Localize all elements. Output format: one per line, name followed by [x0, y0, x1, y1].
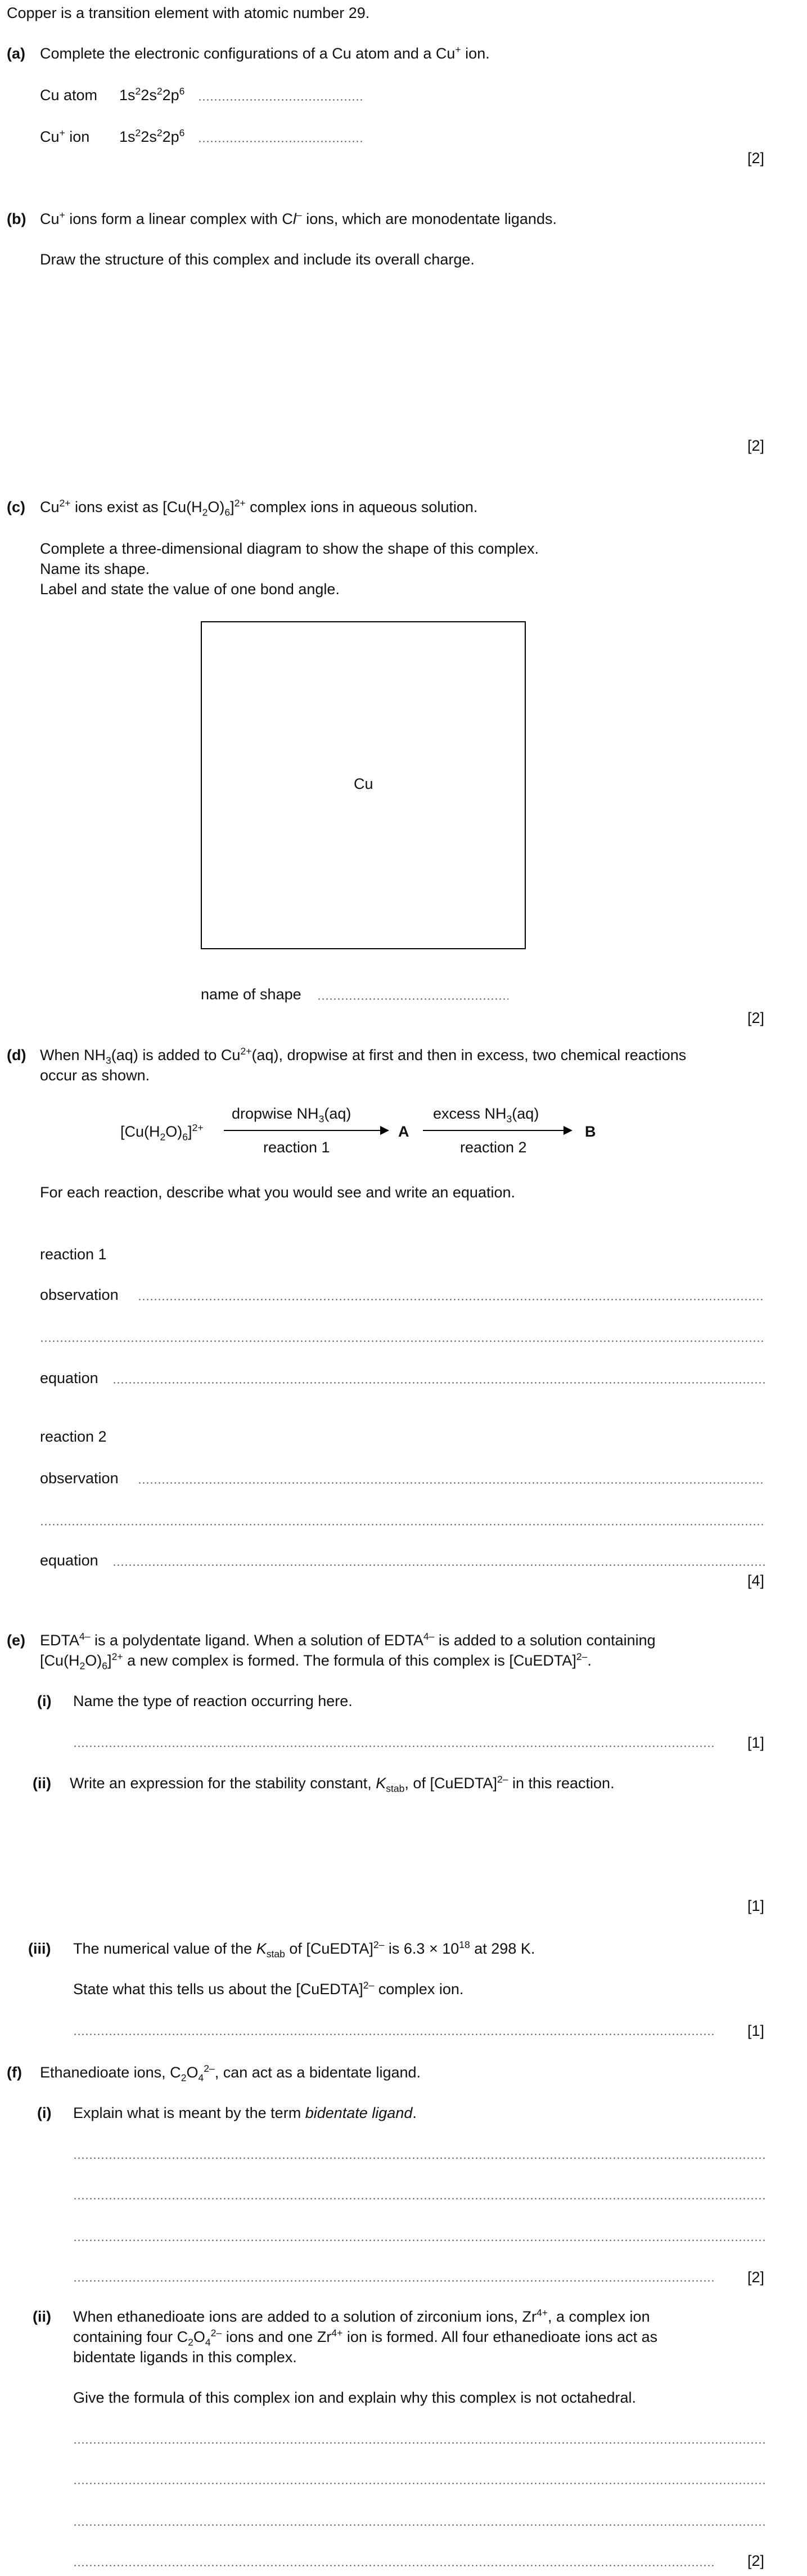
reaction2-observation-line2[interactable] — [40, 1524, 765, 1525]
part-f-ii-line7[interactable] — [73, 2524, 765, 2526]
part-d-instruction: For each reaction, describe what you would see and write an equation. — [40, 1184, 516, 1201]
part-f-i-line2[interactable] — [73, 2198, 765, 2200]
part-e-i-marks: [1] — [747, 1734, 764, 1751]
reaction1-arrow — [224, 1130, 388, 1131]
reaction2-observation-line[interactable] — [138, 1482, 765, 1484]
part-b-marks: [2] — [747, 437, 764, 454]
part-e-iii-line2: State what this tells us about the [CuEDTA]$^{2-}$ complex ion. — [73, 1980, 464, 1998]
part-e-i-question: Name the type of reaction occurring here. — [73, 1693, 353, 1709]
part-f-ii-line5[interactable] — [73, 2442, 765, 2444]
part-e-ii-answer-area[interactable] — [70, 1801, 767, 1885]
arrow2-bottom-label: reaction 2 — [460, 1139, 527, 1156]
part-e-iii-label: (iii) — [28, 1940, 51, 1957]
part-b-label: (b) — [7, 210, 26, 227]
part-c-shape-answer-line[interactable] — [317, 998, 508, 1000]
part-f-i-line3[interactable] — [73, 2240, 765, 2241]
reaction1-heading: reaction 1 — [40, 1246, 107, 1263]
part-d-line1: When $NH_3(aq)$ is added to $Cu^{2+}(aq)$, dropwise at first and then in excess, two chemical reactions — [40, 1045, 687, 1066]
reaction1-observation-line2[interactable] — [40, 1340, 765, 1342]
part-f-i-question: Explain what is meant by the term bidentate ligand. — [73, 2104, 417, 2121]
part-d-label: (d) — [7, 1047, 26, 1063]
part-e-iii-answer-line[interactable] — [73, 2034, 714, 2035]
part-c-line2: Complete a three-dimensional diagram to show the shape of this complex. — [40, 540, 539, 557]
part-f-ii-line1: When ethanedioate ions are added to a solution of zirconium ions, $Zr^{4+}$, a complex ion — [73, 2307, 650, 2325]
part-f-i-marks: [2] — [747, 2269, 764, 2286]
reaction1-equation-line[interactable] — [112, 1382, 765, 1384]
part-c-marks: [2] — [747, 1009, 764, 1026]
cu-ion-label: Cu+ ion — [40, 127, 90, 145]
part-f-i-label: (i) — [37, 2104, 52, 2121]
part-f-ii-line4: Give the formula of this complex ion and explain why this complex is not octahedral. — [73, 2389, 637, 2406]
part-f-i-line4[interactable] — [73, 2280, 714, 2282]
part-a-label: (a) — [7, 45, 25, 62]
part-c-shape-label: name of shape — [201, 986, 301, 1003]
reaction1-equation-label: equation — [40, 1370, 98, 1386]
part-f-ii-line8[interactable] — [73, 2565, 714, 2566]
product-b: B — [585, 1123, 596, 1140]
part-c-label: (c) — [7, 499, 25, 515]
part-c-line4: Label and state the value of one bond angle. — [40, 581, 340, 598]
reaction2-heading: reaction 2 — [40, 1428, 107, 1445]
part-b-line1: Cu+ ions form a linear complex with Cl– ions, which are monodentate ligands. — [40, 209, 557, 227]
part-b-drawing-area[interactable] — [40, 281, 765, 428]
part-f-i-line1[interactable] — [73, 2157, 765, 2159]
reaction2-equation-label: equation — [40, 1552, 98, 1569]
part-c-cu-label: Cu — [354, 775, 373, 792]
part-e-ii-marks: [1] — [747, 1897, 764, 1914]
part-e-ii-question: Write an expression for the stability constant, $K_{stab}$, of [CuEDTA]$^{2-}$ in this reaction. — [70, 1774, 615, 1794]
part-b-line2: Draw the structure of this complex and include its overall charge. — [40, 251, 475, 268]
reaction2-arrow — [423, 1130, 571, 1131]
scheme-start-complex: $[Cu(H_2O)_6]^{2+}$ — [120, 1122, 204, 1143]
part-d-line2: occur as shown. — [40, 1067, 150, 1084]
part-c-line3: Name its shape. — [40, 560, 150, 577]
reaction1-observation-label: observation — [40, 1286, 119, 1303]
intro-text: Copper is a transition element with atomic number 29. — [7, 5, 370, 21]
part-e-i-answer-line[interactable] — [73, 1745, 714, 1747]
part-a-question: Complete the electronic configurations of a Cu atom and a Cu+ ion. — [40, 44, 490, 62]
product-a: A — [398, 1123, 409, 1140]
part-c-line1: $Cu^{2+}$ ions exist as $[Cu(H_2O)_6]^{2+}$ complex ions in aqueous solution. — [40, 497, 478, 518]
cu-atom-label: Cu atom — [40, 87, 98, 104]
part-f-ii-line3: bidentate ligands in this complex. — [73, 2349, 297, 2366]
cu-ion-config: $1s^22s^22p^6$ — [119, 127, 185, 145]
part-e-iii-line1: The numerical value of the $K_{stab}$ of [CuEDTA]$^{2-}$ is $6.3 \times 10^{18}$ at 298 K. — [73, 1939, 535, 1960]
part-e-ii-label: (ii) — [33, 1775, 51, 1792]
part-e-i-label: (i) — [37, 1693, 52, 1709]
part-e-line2: $[Cu(H_2O)_6]^{2+}$ a new complex is formed. The formula of this complex is [CuEDTA]$^{2-}$. — [40, 1651, 592, 1672]
part-a-marks: [2] — [747, 150, 764, 167]
part-d-marks: [4] — [747, 1572, 764, 1589]
part-f-ii-line2: containing four $C_2O_4^{2-}$ ions and one $Zr^{4+}$ ion is formed. All four ethanedioate ions act as — [73, 2327, 658, 2348]
part-f-line1: Ethanedioate ions, $C_2O_4^{2-}$, can act as a bidentate ligand. — [40, 2063, 421, 2084]
part-e-iii-marks: [1] — [747, 2022, 764, 2039]
part-f-ii-label: (ii) — [33, 2308, 51, 2325]
arrow2-top-label: excess $NH_3(aq)$ — [433, 1105, 539, 1125]
reaction1-observation-line[interactable] — [138, 1299, 765, 1300]
reaction2-equation-line[interactable] — [112, 1564, 765, 1566]
part-f-label: (f) — [7, 2064, 22, 2081]
part-f-ii-line6[interactable] — [73, 2483, 765, 2484]
arrow1-top-label: dropwise $NH_3(aq)$ — [232, 1105, 351, 1125]
arrow1-bottom-label: reaction 1 — [263, 1139, 330, 1156]
part-e-label: (e) — [7, 1632, 25, 1649]
cu-ion-answer-line[interactable] — [198, 141, 364, 142]
part-e-line1: $EDTA^{4-}$ is a polydentate ligand. When a solution of $EDTA^{4-}$ is added to a solution containing — [40, 1631, 656, 1649]
part-c-diagram-box[interactable] — [201, 621, 526, 949]
cu-atom-config: $1s^22s^22p^6$ — [119, 86, 185, 104]
part-f-ii-marks: [2] — [747, 2552, 764, 2569]
cu-atom-answer-line[interactable] — [198, 99, 364, 101]
reaction2-observation-label: observation — [40, 1470, 119, 1487]
